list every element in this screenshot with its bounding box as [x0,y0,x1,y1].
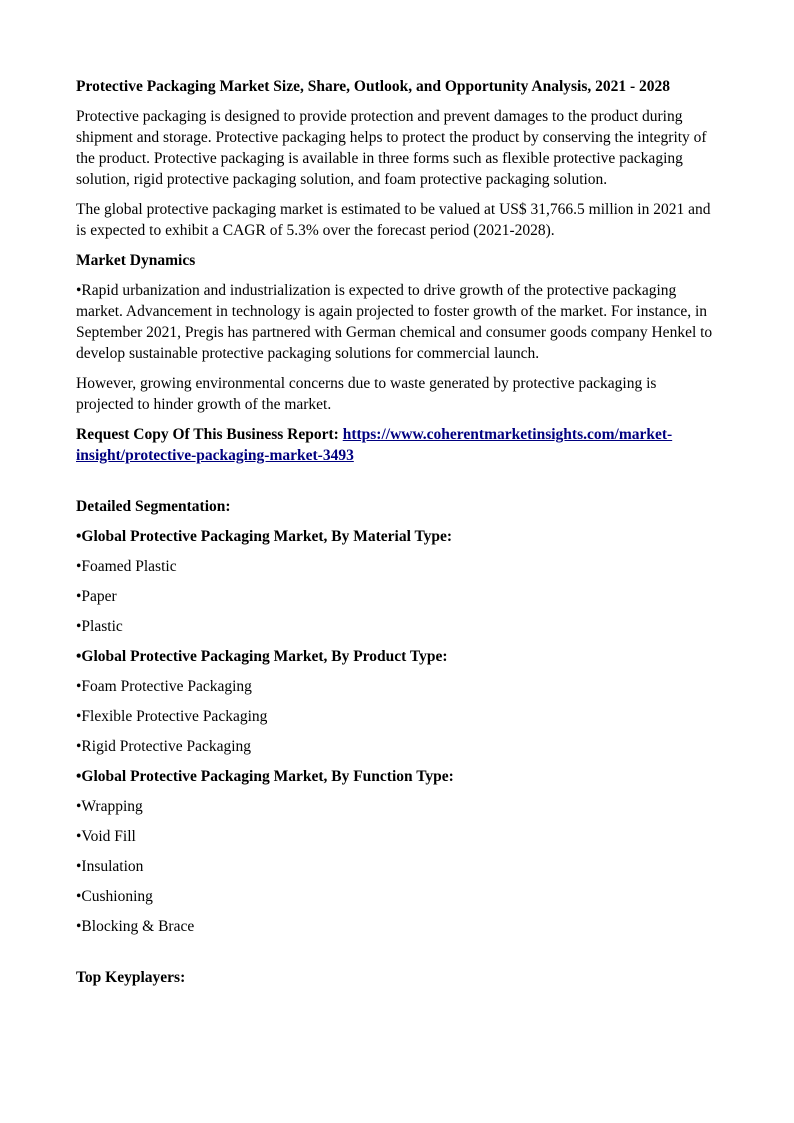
product-type-heading: •Global Protective Packaging Market, By Product Type: [76,648,448,665]
list-item: •Cushioning [76,888,153,905]
list-item: •Wrapping [76,798,143,815]
top-keyplayers-heading: Top Keyplayers: [76,969,186,986]
document-page [76,76,716,997]
drivers-paragraph: •Rapid urbanization and industrialization is expected to drive growth of the protective packaging market. Advancement in technology is again projected to foster growth of the market. For instance, in September 2021, Pregis has partnered with German chemical and consumer goods company Henkel to develop sustainable protective packaging solutions for commercial launch. [76,282,713,362]
list-item: •Void Fill [76,828,136,845]
list-item: •Rigid Protective Packaging [76,738,252,755]
list-item: •Plastic [76,618,123,635]
document-title: Protective Packaging Market Size, Share, Outlook, and Opportunity Analysis, 2021 - 2028 [76,78,671,95]
list-item: •Insulation [76,858,144,875]
segmentation-heading: Detailed Segmentation: [76,498,231,515]
material-type-heading: •Global Protective Packaging Market, By Material Type: [76,528,453,545]
request-copy-line [76,424,716,466]
function-type-heading: •Global Protective Packaging Market, By Function Type: [76,768,454,785]
spacer [76,475,716,496]
list-item: •Paper [76,588,117,605]
list-item: •Foam Protective Packaging [76,678,252,695]
list-item: •Flexible Protective Packaging [76,708,268,725]
request-copy-label: Request Copy Of This Business Report: [76,426,343,443]
list-item: •Blocking & Brace [76,918,195,935]
report-link[interactable]: https://www.coherentmarketinsights.com/market-insight/protective-packaging-market-3493 [76,426,673,464]
market-dynamics-heading: Market Dynamics [76,252,196,269]
list-item: •Foamed Plastic [76,558,177,575]
valuation-paragraph: The global protective packaging market is estimated to be valued at US$ 31,766.5 million in 2021 and is expected to exhibit a CAGR of 5.3% over the forecast period (2021-2028). [76,201,711,239]
intro-paragraph: Protective packaging is designed to provide protection and prevent damages to the product during shipment and storage. Protective packaging helps to protect the product by conserving the integrity of the product. Protective packaging is available in three forms such as flexible protective packaging solution, rigid protective packaging solution, and foam protective packaging solution. [76,108,707,188]
spacer [76,946,716,967]
restraint-paragraph: However, growing environmental concerns due to waste generated by protective packaging is projected to hinder growth of the market. [76,375,657,413]
